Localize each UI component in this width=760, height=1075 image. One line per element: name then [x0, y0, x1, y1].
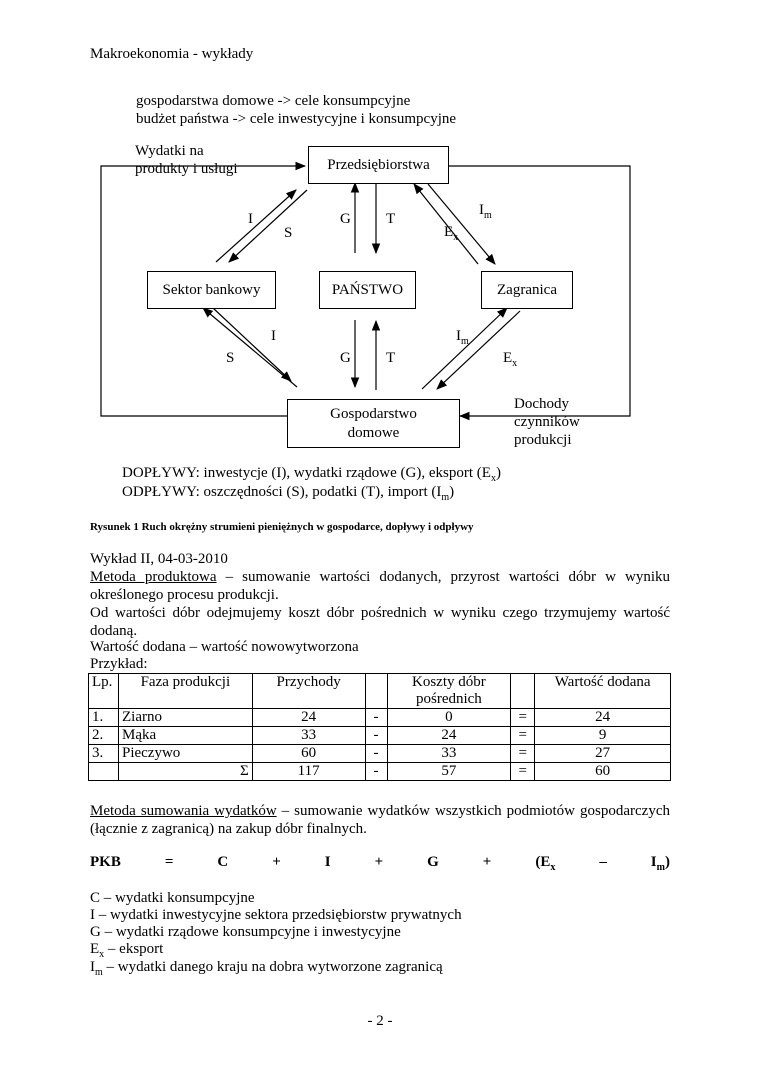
method-product-paragraph: Metoda produktowa – sumowanie wartości dodanych, przyrost wartości dóbr w wyniku określonego procesu produkcji.: [90, 569, 670, 603]
definition-i: I – wydatki inwestycyjne sektora przedsiębiorstw prywatnych: [90, 907, 462, 923]
example-label: Przykład:: [90, 656, 148, 672]
arrow-S-bottom: [213, 308, 291, 381]
label-I-bottom: I: [271, 328, 276, 344]
box-firms: Przedsiębiorstwa: [308, 146, 449, 184]
header-cost: Koszty dóbr pośrednich: [387, 674, 511, 709]
arrow-S-top: [229, 190, 307, 262]
table-total-row: Σ 117 - 57 = 60: [89, 763, 671, 781]
header-lp: Lp.: [89, 674, 119, 709]
table-row: 2. Mąka 33 - 24 = 9: [89, 727, 671, 745]
header-revenue: Przychody: [252, 674, 365, 709]
label-Ex-bottom: $E_x$: [503, 350, 518, 369]
header-added: Wartość dodana: [535, 674, 671, 709]
label-T-bottom: T: [386, 350, 396, 366]
gdp-formula: PKB = C + I + G + ($E_x$ – $I_m$): [90, 854, 670, 873]
label-Im-bottom: $I_m$: [456, 328, 469, 347]
label-S-top: S: [284, 225, 293, 241]
value-added-table: [88, 673, 671, 781]
label-income-1: Dochody: [514, 396, 569, 412]
label-G-top: G: [340, 211, 351, 227]
table-row: 1. Ziarno 24 - 0 = 24: [89, 709, 671, 727]
inflows-line: DOPŁYWY: inwestycje (I), wydatki rządowe (G), eksport $(E_x)$: [122, 465, 501, 484]
method-expenditure-paragraph: Metoda sumowania wydatków – sumowanie wydatków wszystkich podmiotów gospodarczych (łącznie z zagranicą) na zakup dóbr finalnych.: [90, 803, 670, 837]
household-line-1: Gospodarstwo: [330, 405, 417, 422]
definition-ex: $E_x$ – eksport: [90, 941, 164, 960]
intro-line-1: gospodarstwa domowe -> cele konsumpcyjne: [136, 93, 411, 109]
header-op1: [365, 674, 387, 709]
definition-c: C – wydatki konsumpcyjne: [90, 890, 255, 906]
arrow-Im-top: [428, 184, 495, 264]
header-phase: Faza produkcji: [118, 674, 252, 709]
label-spending-2: produkty i usługi: [135, 161, 238, 177]
label-Ex-top: $E_x$: [444, 224, 459, 243]
box-state: PAŃSTWO: [319, 271, 416, 309]
label-I-top: I: [248, 211, 253, 227]
label-T-top: T: [386, 211, 396, 227]
box-bank: Sektor bankowy: [147, 271, 276, 309]
box-household: [287, 399, 460, 448]
label-S-bottom: S: [226, 350, 235, 366]
definition-im: $I_m$ – wydatki danego kraju na dobra wytworzone zagranicą: [90, 959, 443, 978]
label-G-bottom: G: [340, 350, 351, 366]
box-abroad: Zagranica: [481, 271, 573, 309]
table-header-row: [89, 674, 671, 709]
value-added-definition: Wartość dodana – wartość nowowytworzona: [90, 639, 359, 655]
header-op2: [511, 674, 535, 709]
arrow-I-bottom: [203, 308, 297, 387]
label-Im-top: $I_m$: [479, 202, 492, 221]
label-spending-1: Wydatki na: [135, 143, 204, 159]
table-row: 3. Pieczywo 60 - 33 = 27: [89, 745, 671, 763]
lecture-heading: Wykład II, 04-03-2010: [90, 551, 228, 567]
label-income-2: czynników: [514, 414, 580, 430]
running-header: Makroekonomia - wykłady: [90, 46, 254, 62]
method-product-name: Metoda produktowa: [90, 569, 217, 585]
intro-line-2: budżet państwa -> cele inwestycyjne i konsumpcyjne: [136, 111, 457, 127]
label-income-3: produkcji: [514, 432, 572, 448]
method-expenditure-name: Metoda sumowania wydatków: [90, 803, 277, 819]
paragraph-subtract: Od wartości dóbr odejmujemy koszt dóbr pośrednich w wyniku czego trzymujemy wartość dodaną.: [90, 605, 670, 639]
household-line-2: domowe: [347, 424, 400, 441]
definition-g: G – wydatki rządowe konsumpcyjne i inwestycyjne: [90, 924, 401, 940]
outflows-line: ODPŁYWY: oszczędności (S), podatki (T), import $(I_m)$: [122, 484, 455, 503]
page-number: - 2 -: [367, 1013, 393, 1029]
figure-caption: Rysunek 1 Ruch okrężny strumieni pieniężnych w gospodarce, dopływy i odpływy: [90, 521, 474, 533]
